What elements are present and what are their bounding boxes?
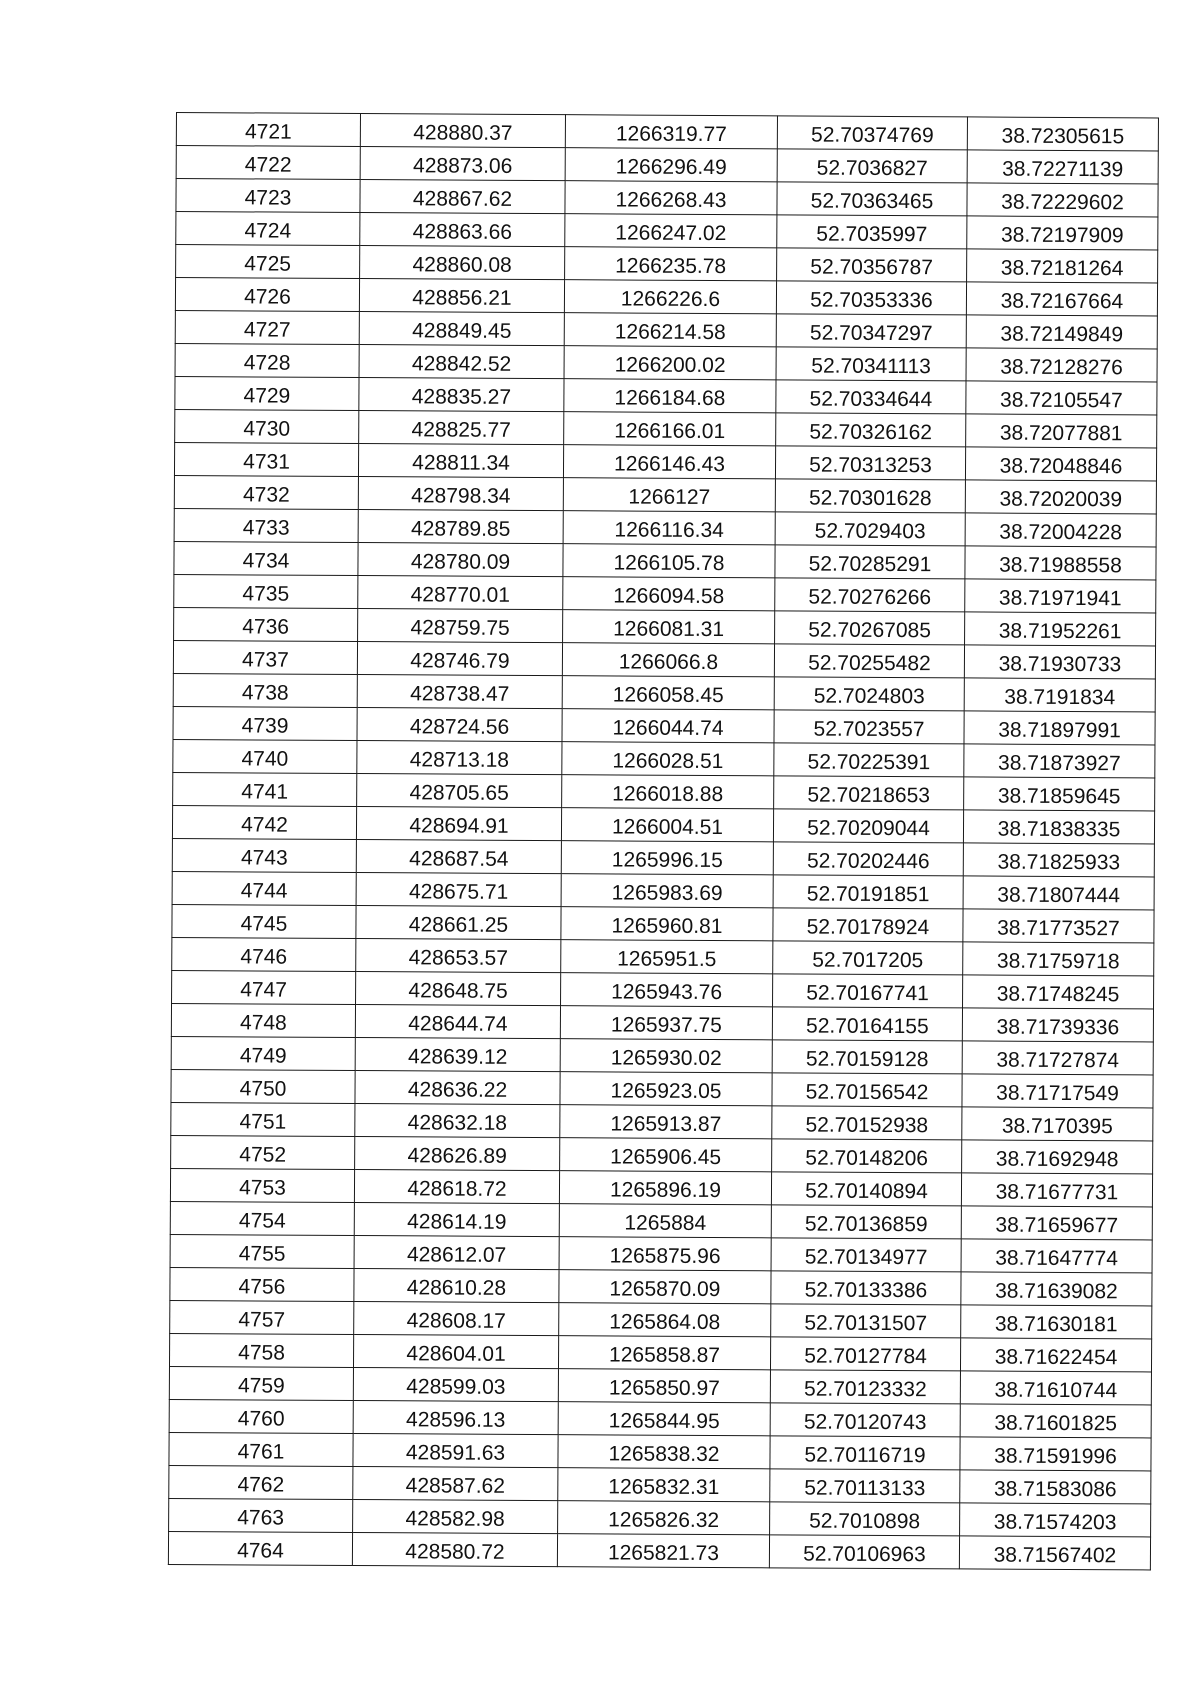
y-coordinate-cell: 1265943.76 [561,973,773,1007]
y-coordinate-cell: 1265875.96 [559,1237,771,1271]
latitude-cell: 38.72020039 [965,480,1156,514]
x-coordinate-cell: 428856.21 [359,279,564,313]
point-number-cell: 4724 [176,212,360,246]
y-coordinate-cell: 1265923.05 [560,1072,772,1106]
longitude-cell: 52.70285291 [775,545,965,579]
longitude-cell: 52.70334644 [776,380,966,414]
x-coordinate-cell: 428661.25 [356,906,561,940]
point-number-cell: 4728 [175,343,359,377]
table-row [172,805,1154,843]
y-coordinate-cell: 1265937.75 [560,1006,772,1040]
table-row [172,904,1154,942]
x-coordinate-cell: 428705.65 [357,774,562,808]
y-coordinate-cell: 1265930.02 [560,1039,772,1073]
latitude-cell: 38.71610744 [960,1371,1151,1405]
point-number-cell: 4759 [169,1366,353,1400]
x-coordinate-cell: 428724.56 [357,708,562,742]
longitude-cell: 52.70116719 [770,1436,960,1470]
point-number-cell: 4741 [173,772,357,806]
table-row [171,1102,1153,1140]
longitude-cell: 52.70191851 [773,875,963,909]
latitude-cell: 38.71971941 [965,579,1156,613]
point-number-cell: 4744 [172,871,356,905]
y-coordinate-cell: 1265826.32 [558,1501,770,1535]
coordinates-table [168,112,1159,1570]
table-row [169,1432,1151,1470]
longitude-cell: 52.70313253 [775,446,965,480]
latitude-cell: 38.71659677 [961,1206,1152,1240]
x-coordinate-cell: 428811.34 [358,444,563,478]
point-number-cell: 4723 [176,179,360,213]
longitude-cell: 52.70353336 [776,281,966,315]
longitude-cell: 52.70225391 [774,743,964,777]
table-row [176,113,1158,151]
y-coordinate-cell: 1265870.09 [559,1270,771,1304]
x-coordinate-cell: 428863.66 [360,213,565,247]
x-coordinate-cell: 428599.03 [353,1368,558,1402]
x-coordinate-cell: 428867.62 [360,180,565,214]
y-coordinate-cell: 1266116.34 [563,511,775,545]
y-coordinate-cell: 1266044.74 [562,709,774,743]
table-row [176,179,1158,217]
longitude-cell: 52.70120743 [770,1403,960,1437]
x-coordinate-cell: 428860.08 [360,246,565,280]
y-coordinate-cell: 1266268.43 [565,181,777,215]
table-row [174,607,1156,645]
point-number-cell: 4725 [176,245,360,279]
latitude-cell: 38.71952261 [965,612,1156,646]
x-coordinate-cell: 428835.27 [359,378,564,412]
table-row [173,739,1155,777]
latitude-cell: 38.72048846 [965,447,1156,481]
longitude-cell: 52.70356787 [777,248,967,282]
point-number-cell: 4735 [174,574,358,608]
longitude-cell: 52.70106963 [769,1535,959,1569]
table-row [170,1267,1152,1305]
latitude-cell: 38.72004228 [965,513,1156,547]
latitude-cell: 38.71988558 [965,546,1156,580]
table-row [171,1003,1153,1041]
latitude-cell: 38.72149849 [966,315,1157,349]
latitude-cell: 38.71825933 [963,843,1154,877]
latitude-cell: 38.71727874 [962,1041,1153,1075]
latitude-cell: 38.72128276 [966,348,1157,382]
longitude-cell: 52.70178924 [773,908,963,942]
y-coordinate-cell: 1266081.31 [563,610,775,644]
point-number-cell: 4722 [176,146,360,180]
longitude-cell: 52.70159128 [772,1040,962,1074]
longitude-cell: 52.70113133 [770,1469,960,1503]
y-coordinate-cell: 1265864.08 [559,1303,771,1337]
latitude-cell: 38.7170395 [962,1107,1153,1141]
x-coordinate-cell: 428604.01 [353,1335,558,1369]
x-coordinate-cell: 428582.98 [353,1500,558,1534]
y-coordinate-cell: 1266226.6 [564,280,776,314]
x-coordinate-cell: 428759.75 [358,609,563,643]
table-row [170,1300,1152,1338]
point-number-cell: 4726 [175,278,359,312]
point-number-cell: 4749 [171,1036,355,1070]
latitude-cell: 38.71677731 [961,1173,1152,1207]
longitude-cell: 52.7035997 [777,215,967,249]
latitude-cell: 38.71748245 [963,975,1154,1009]
table-row [169,1366,1151,1404]
latitude-cell: 38.72271139 [967,150,1158,184]
point-number-cell: 4745 [172,904,356,938]
y-coordinate-cell: 1266066.8 [562,643,774,677]
x-coordinate-cell: 428626.89 [355,1137,560,1171]
point-number-cell: 4727 [175,310,359,344]
y-coordinate-cell: 1266058.45 [562,676,774,710]
latitude-cell: 38.71773527 [963,909,1154,943]
table-row [173,640,1155,678]
latitude-cell: 38.71574203 [960,1503,1151,1537]
latitude-cell: 38.72181264 [967,249,1158,283]
y-coordinate-cell: 1266319.77 [565,115,777,149]
latitude-cell: 38.71838335 [963,810,1154,844]
point-number-cell: 4756 [170,1267,354,1301]
x-coordinate-cell: 428746.79 [357,642,562,676]
latitude-cell: 38.71807444 [963,876,1154,910]
longitude-cell: 52.7023557 [774,710,964,744]
point-number-cell: 4733 [174,508,358,542]
longitude-cell: 52.70148206 [772,1139,962,1173]
table-row [175,376,1157,414]
longitude-cell: 52.7017205 [773,941,963,975]
latitude-cell: 38.71717549 [962,1074,1153,1108]
x-coordinate-cell: 428687.54 [356,840,561,874]
y-coordinate-cell: 1266200.02 [564,346,776,380]
longitude-cell: 52.70341113 [776,347,966,381]
point-number-cell: 4731 [174,442,358,476]
table-row [175,278,1157,316]
latitude-cell: 38.71583086 [960,1470,1151,1504]
longitude-cell: 52.70326162 [776,413,966,447]
point-number-cell: 4729 [175,376,359,410]
x-coordinate-cell: 428842.52 [359,345,564,379]
latitude-cell: 38.71897991 [964,711,1155,745]
x-coordinate-cell: 428614.19 [354,1203,559,1237]
table-row [168,1531,1150,1569]
point-number-cell: 4742 [172,805,356,839]
latitude-cell: 38.71692948 [962,1140,1153,1174]
y-coordinate-cell: 1266004.51 [561,808,773,842]
y-coordinate-cell: 1265951.5 [561,940,773,974]
latitude-cell: 38.72105547 [966,381,1157,415]
x-coordinate-cell: 428780.09 [358,543,563,577]
longitude-cell: 52.70134977 [771,1238,961,1272]
x-coordinate-cell: 428596.13 [353,1401,558,1435]
longitude-cell: 52.70202446 [773,842,963,876]
point-number-cell: 4736 [174,607,358,641]
longitude-cell: 52.70218653 [774,776,964,810]
longitude-cell: 52.7036827 [777,149,967,183]
latitude-cell: 38.71647774 [961,1239,1152,1273]
x-coordinate-cell: 428675.71 [356,873,561,907]
latitude-cell: 38.72167664 [966,282,1157,316]
point-number-cell: 4764 [168,1531,352,1565]
y-coordinate-cell: 1265850.97 [558,1369,770,1403]
table-row [175,310,1157,348]
longitude-cell: 52.70301628 [775,479,965,513]
latitude-cell: 38.71601825 [960,1404,1151,1438]
table-row [175,409,1157,447]
point-number-cell: 4758 [169,1333,353,1367]
table-row [173,772,1155,810]
x-coordinate-cell: 428713.18 [357,741,562,775]
x-coordinate-cell: 428636.22 [355,1071,560,1105]
latitude-cell: 38.71759718 [963,942,1154,976]
table-row [169,1498,1151,1536]
y-coordinate-cell: 1266214.58 [564,313,776,347]
y-coordinate-cell: 1265996.15 [561,841,773,875]
table-row [174,508,1156,546]
x-coordinate-cell: 428632.18 [355,1104,560,1138]
point-number-cell: 4747 [172,970,356,1004]
point-number-cell: 4740 [173,739,357,773]
table-row [173,706,1155,744]
latitude-cell: 38.71873927 [964,744,1155,778]
point-number-cell: 4760 [169,1399,353,1433]
x-coordinate-cell: 428644.74 [355,1005,560,1039]
table-row [174,574,1156,612]
x-coordinate-cell: 428873.06 [360,147,565,181]
latitude-cell: 38.71930733 [964,645,1155,679]
point-number-cell: 4743 [172,838,356,872]
point-number-cell: 4762 [169,1465,353,1499]
longitude-cell: 52.70374769 [777,116,967,150]
point-number-cell: 4754 [170,1201,354,1235]
y-coordinate-cell: 1265844.95 [558,1402,770,1436]
x-coordinate-cell: 428738.47 [357,675,562,709]
longitude-cell: 52.70131507 [771,1304,961,1338]
x-coordinate-cell: 428618.72 [354,1170,559,1204]
coordinates-table-body [168,113,1158,1570]
point-number-cell: 4737 [173,640,357,674]
x-coordinate-cell: 428612.07 [354,1236,559,1270]
x-coordinate-cell: 428798.34 [358,477,563,511]
y-coordinate-cell: 1266166.01 [564,412,776,446]
table-row [171,1135,1153,1173]
latitude-cell: 38.72229602 [967,183,1158,217]
point-number-cell: 4732 [174,475,358,509]
x-coordinate-cell: 428587.62 [353,1467,558,1501]
table-row [175,343,1157,381]
y-coordinate-cell: 1266018.88 [562,775,774,809]
longitude-cell: 52.70123332 [770,1370,960,1404]
y-coordinate-cell: 1265913.87 [560,1105,772,1139]
y-coordinate-cell: 1265960.81 [561,907,773,941]
latitude-cell: 38.71567402 [959,1536,1150,1570]
x-coordinate-cell: 428770.01 [358,576,563,610]
longitude-cell: 52.70167741 [773,974,963,1008]
table-row [176,146,1158,184]
x-coordinate-cell: 428825.77 [359,411,564,445]
table-row [169,1333,1151,1371]
x-coordinate-cell: 428580.72 [352,1533,557,1567]
x-coordinate-cell: 428880.37 [360,114,565,148]
longitude-cell: 52.70156542 [772,1073,962,1107]
x-coordinate-cell: 428849.45 [359,312,564,346]
latitude-cell: 38.71630181 [961,1305,1152,1339]
longitude-cell: 52.7010898 [770,1502,960,1536]
longitude-cell: 52.70267085 [775,611,965,645]
latitude-cell: 38.71639082 [961,1272,1152,1306]
x-coordinate-cell: 428639.12 [355,1038,560,1072]
table-row [174,541,1156,579]
table-row [171,1036,1153,1074]
longitude-cell: 52.70255482 [774,644,964,678]
y-coordinate-cell: 1266127 [563,478,775,512]
longitude-cell: 52.7029403 [775,512,965,546]
table-row [170,1234,1152,1272]
latitude-cell: 38.71739336 [962,1008,1153,1042]
longitude-cell: 52.70276266 [775,578,965,612]
y-coordinate-cell: 1266296.49 [565,148,777,182]
longitude-cell: 52.70133386 [771,1271,961,1305]
point-number-cell: 4761 [169,1432,353,1466]
y-coordinate-cell: 1265896.19 [559,1171,771,1205]
latitude-cell: 38.71591996 [960,1437,1151,1471]
point-number-cell: 4746 [172,937,356,971]
point-number-cell: 4738 [173,673,357,707]
point-number-cell: 4755 [170,1234,354,1268]
latitude-cell: 38.71859645 [964,777,1155,811]
x-coordinate-cell: 428648.75 [356,972,561,1006]
longitude-cell: 52.7024803 [774,677,964,711]
longitude-cell: 52.70347297 [776,314,966,348]
latitude-cell: 38.71622454 [960,1338,1151,1372]
latitude-cell: 38.7191834 [964,678,1155,712]
y-coordinate-cell: 1266184.68 [564,379,776,413]
point-number-cell: 4750 [171,1069,355,1103]
point-number-cell: 4751 [171,1102,355,1136]
y-coordinate-cell: 1265884 [559,1204,771,1238]
latitude-cell: 38.72077881 [966,414,1157,448]
latitude-cell: 38.72305615 [967,117,1158,151]
table-row [176,245,1158,283]
table-row [172,937,1154,975]
table-row [169,1399,1151,1437]
y-coordinate-cell: 1265832.31 [558,1468,770,1502]
latitude-cell: 38.72197909 [967,216,1158,250]
longitude-cell: 52.70127784 [770,1337,960,1371]
y-coordinate-cell: 1265906.45 [560,1138,772,1172]
x-coordinate-cell: 428694.91 [356,807,561,841]
y-coordinate-cell: 1265838.32 [558,1435,770,1469]
point-number-cell: 4763 [169,1498,353,1532]
y-coordinate-cell: 1266094.58 [563,577,775,611]
y-coordinate-cell: 1265821.73 [557,1534,769,1568]
point-number-cell: 4757 [170,1300,354,1334]
table-row [172,970,1154,1008]
y-coordinate-cell: 1266235.78 [565,247,777,281]
table-row [174,475,1156,513]
point-number-cell: 4734 [174,541,358,575]
longitude-cell: 52.70152938 [772,1106,962,1140]
x-coordinate-cell: 428608.17 [354,1302,559,1336]
x-coordinate-cell: 428789.85 [358,510,563,544]
point-number-cell: 4748 [171,1003,355,1037]
table-row [173,673,1155,711]
longitude-cell: 52.70164155 [772,1007,962,1041]
table-row [170,1201,1152,1239]
point-number-cell: 4752 [171,1135,355,1169]
table-row [172,838,1154,876]
longitude-cell: 52.70363465 [777,182,967,216]
longitude-cell: 52.70140894 [771,1172,961,1206]
point-number-cell: 4730 [175,409,359,443]
x-coordinate-cell: 428591.63 [353,1434,558,1468]
x-coordinate-cell: 428610.28 [354,1269,559,1303]
y-coordinate-cell: 1265983.69 [561,874,773,908]
point-number-cell: 4739 [173,706,357,740]
y-coordinate-cell: 1265858.87 [558,1336,770,1370]
table-row [170,1168,1152,1206]
point-number-cell: 4753 [170,1168,354,1202]
table-row [172,871,1154,909]
y-coordinate-cell: 1266105.78 [563,544,775,578]
longitude-cell: 52.70209044 [773,809,963,843]
table-row [171,1069,1153,1107]
table-row [169,1465,1151,1503]
longitude-cell: 52.70136859 [771,1205,961,1239]
table-row [176,212,1158,250]
y-coordinate-cell: 1266028.51 [562,742,774,776]
point-number-cell: 4721 [176,113,360,147]
table-row [174,442,1156,480]
y-coordinate-cell: 1266247.02 [565,214,777,248]
x-coordinate-cell: 428653.57 [356,939,561,973]
y-coordinate-cell: 1266146.43 [563,445,775,479]
